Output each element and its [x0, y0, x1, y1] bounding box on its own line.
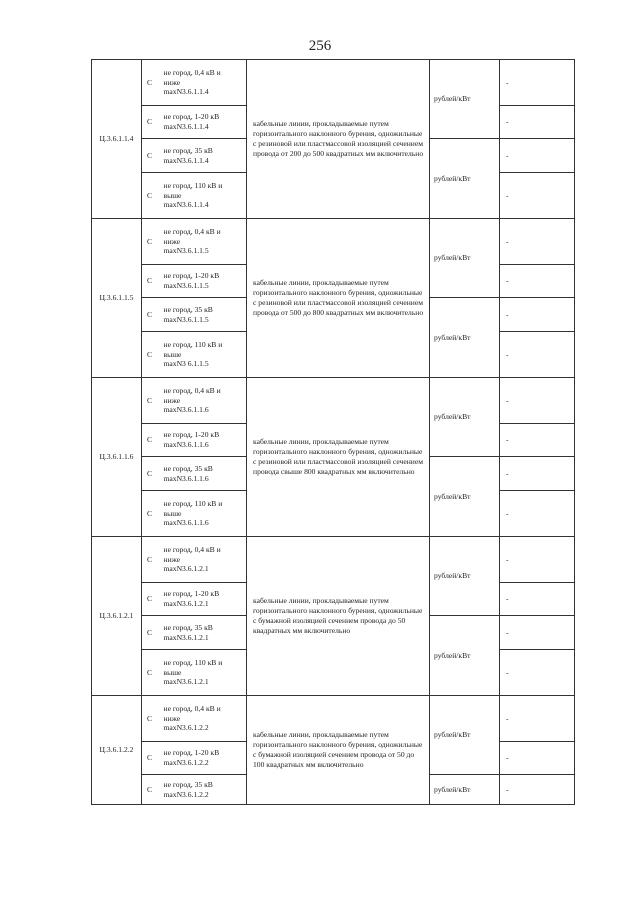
voltage-cell: [162, 139, 247, 173]
voltage-line: maxN3.6.1.2.1: [163, 599, 209, 608]
voltage-line: maxN3.6.1.2.2: [163, 789, 209, 799]
voltage-line: не город, 1-20 кВ: [163, 430, 220, 440]
section-code: Ц.3.6.1.2.1: [92, 537, 142, 696]
voltage-line: не город, 0,4 кВ и: [163, 385, 221, 395]
voltage-cell: [162, 775, 247, 805]
value-cell: -: [500, 537, 575, 583]
voltage-line: maxN3.6.1.1.4: [163, 155, 209, 165]
unit-cell: рублей/кВт: [430, 60, 500, 139]
voltage-line: maxN3.6.1.2.1: [163, 632, 209, 642]
unit-cell: рублей/кВт: [430, 616, 500, 696]
voltage-line: maxN3.6.1.2.1: [163, 564, 209, 574]
category-letter: С: [142, 491, 162, 537]
value-cell: -: [500, 696, 575, 742]
unit-cell: рублей/кВт: [430, 537, 500, 616]
voltage-line: maxN3.6.1.1.4: [163, 122, 209, 131]
value-cell: -: [500, 742, 575, 775]
voltage-line: maxN3.6.1.1.6: [163, 473, 209, 483]
voltage-line: не город, 110 кВ и: [163, 339, 223, 349]
table-row: [92, 696, 575, 742]
category-letter: С: [142, 60, 162, 106]
unit-cell: рублей/кВт: [430, 696, 500, 775]
voltage-cell: [162, 332, 247, 378]
voltage-line: maxN3.6.1.2.2: [163, 723, 209, 733]
category-letter: С: [142, 457, 162, 491]
table-row: [92, 60, 575, 106]
table-row: [92, 537, 575, 583]
unit-cell: рублей/кВт: [430, 378, 500, 457]
voltage-cell: [162, 424, 247, 457]
category-letter: С: [142, 775, 162, 805]
section-description: кабельные линии, прокладываемые путем горизонтального наклонного бурения, одножильные с резиновой или пластмассовой изоляцией сечением провода свыше 800 квадратных мм включительно: [247, 378, 430, 537]
voltage-line: ниже: [163, 713, 181, 723]
category-letter: С: [142, 378, 162, 424]
table-row: [92, 378, 575, 424]
voltage-cell: [162, 616, 247, 650]
voltage-line: не город, 110 кВ и: [163, 498, 223, 508]
section-description: кабельные линии, прокладываемые путем горизонтального наклонного бурения, одножильные с бумажной изоляцией сечением провода до 50 квадратных мм включительно: [247, 537, 430, 696]
unit-cell: рублей/кВт: [430, 775, 500, 805]
tariff-table: [91, 59, 575, 805]
category-letter: С: [142, 332, 162, 378]
voltage-cell: [162, 106, 247, 139]
voltage-line: выше: [163, 349, 182, 359]
category-letter: С: [142, 139, 162, 173]
value-cell: -: [500, 378, 575, 424]
voltage-line: не город, 35 кВ: [163, 622, 213, 632]
value-cell: -: [500, 332, 575, 378]
tariff-table-body: [92, 60, 575, 805]
voltage-line: не город, 0,4 кВ и: [163, 67, 221, 77]
voltage-line: не город, 1-20 кВ: [163, 112, 220, 122]
voltage-cell: [162, 60, 247, 106]
unit-cell: рублей/кВт: [430, 298, 500, 378]
category-letter: С: [142, 537, 162, 583]
section-code: Ц.3.6.1.1.5: [92, 219, 142, 378]
voltage-line: maxN3 6.1.1.5: [163, 359, 209, 369]
unit-cell: рублей/кВт: [430, 219, 500, 298]
voltage-line: maxN3.6.1.1.6: [163, 518, 209, 528]
category-letter: С: [142, 616, 162, 650]
value-cell: -: [500, 60, 575, 106]
voltage-line: maxN3.6.1.1.5: [163, 246, 209, 256]
voltage-cell: [162, 265, 247, 298]
voltage-line: не город, 110 кВ и: [163, 180, 223, 190]
value-cell: -: [500, 775, 575, 805]
voltage-line: ниже: [163, 236, 181, 246]
category-letter: С: [142, 424, 162, 457]
voltage-line: ниже: [163, 77, 181, 87]
voltage-cell: [162, 378, 247, 424]
voltage-line: не город, 1-20 кВ: [163, 271, 220, 281]
voltage-line: не город, 1-20 кВ: [163, 589, 220, 599]
section-code: Ц.3.6.1.1.4: [92, 60, 142, 219]
category-letter: С: [142, 173, 162, 219]
voltage-line: ниже: [163, 395, 181, 405]
value-cell: -: [500, 491, 575, 537]
voltage-cell: [162, 457, 247, 491]
voltage-line: не город, 0,4 кВ и: [163, 544, 221, 554]
category-letter: С: [142, 650, 162, 696]
voltage-line: ниже: [163, 554, 181, 564]
voltage-line: maxN3.6.1.1.5: [163, 281, 209, 290]
category-letter: С: [142, 298, 162, 332]
value-cell: -: [500, 139, 575, 173]
voltage-line: не город, 0,4 кВ и: [163, 226, 221, 236]
voltage-line: не город, 35 кВ: [163, 145, 213, 155]
value-cell: -: [500, 583, 575, 616]
category-letter: С: [142, 696, 162, 742]
value-cell: -: [500, 173, 575, 219]
voltage-line: выше: [163, 667, 182, 677]
voltage-line: не город, 0,4 кВ и: [163, 703, 221, 713]
table-row: [92, 219, 575, 265]
voltage-line: выше: [163, 190, 182, 200]
category-letter: С: [142, 106, 162, 139]
category-letter: С: [142, 742, 162, 775]
value-cell: -: [500, 457, 575, 491]
voltage-cell: [162, 696, 247, 742]
section-code: Ц.3.6.1.2.2: [92, 696, 142, 805]
voltage-line: maxN3.6.1.1.4: [163, 200, 209, 210]
voltage-line: выше: [163, 508, 182, 518]
voltage-line: не город, 35 кВ: [163, 304, 213, 314]
voltage-line: не город, 35 кВ: [163, 463, 213, 473]
category-letter: С: [142, 219, 162, 265]
voltage-cell: [162, 173, 247, 219]
voltage-cell: [162, 298, 247, 332]
value-cell: -: [500, 298, 575, 332]
voltage-cell: [162, 219, 247, 265]
page-number: 256: [308, 38, 332, 54]
value-cell: -: [500, 106, 575, 139]
voltage-line: maxN3.6.1.2.2: [163, 758, 209, 767]
section-description: кабельные линии, прокладываемые путем горизонтального наклонного бурения, одножильные с резиновой или пластмассовой изоляцией сечением провода от 500 до 800 квадратных мм включительно: [247, 219, 430, 378]
section-description: кабельные линии, прокладываемые путем горизонтального наклонного бурения, одножильные с резиновой или пластмассовой изоляцией сечением провода от 200 до 500 квадратных мм включительно: [247, 60, 430, 219]
unit-cell: рублей/кВт: [430, 139, 500, 219]
voltage-line: maxN3.6.1.2.1: [163, 677, 209, 687]
value-cell: -: [500, 616, 575, 650]
voltage-line: maxN3.6.1.1.6: [163, 440, 209, 449]
value-cell: -: [500, 265, 575, 298]
category-letter: С: [142, 583, 162, 616]
voltage-line: не город, 110 кВ и: [163, 657, 223, 667]
voltage-cell: [162, 650, 247, 696]
value-cell: -: [500, 424, 575, 457]
voltage-line: maxN3.6.1.1.4: [163, 87, 209, 97]
voltage-line: не город, 1-20 кВ: [163, 748, 220, 758]
category-letter: С: [142, 265, 162, 298]
unit-cell: рублей/кВт: [430, 457, 500, 537]
voltage-line: не город, 35 кВ: [163, 779, 213, 789]
voltage-line: maxN3.6.1.1.6: [163, 405, 209, 415]
section-code: Ц.3.6.1.1.6: [92, 378, 142, 537]
voltage-cell: [162, 491, 247, 537]
voltage-cell: [162, 583, 247, 616]
value-cell: -: [500, 219, 575, 265]
section-description: кабельные линии, прокладываемые путем горизонтального наклонного бурения, одножильные с бумажной изоляцией сечением провода от 50 до 100 квадратных мм включительно: [247, 696, 430, 805]
voltage-cell: [162, 742, 247, 775]
voltage-cell: [162, 537, 247, 583]
voltage-line: maxN3.6.1.1.5: [163, 314, 209, 324]
value-cell: -: [500, 650, 575, 696]
